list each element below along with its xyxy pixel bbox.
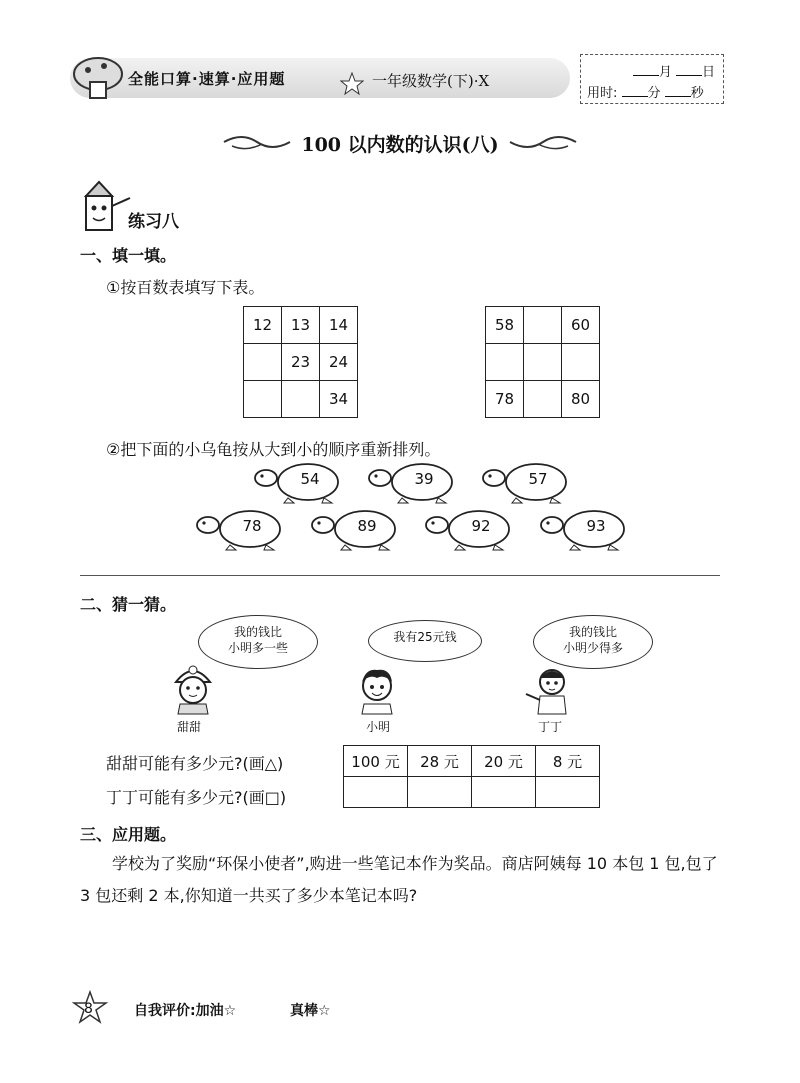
boy-dingding-icon bbox=[520, 660, 580, 716]
time-label: 用时: bbox=[587, 86, 618, 101]
title-flourish-right-icon bbox=[508, 130, 578, 154]
table-cell[interactable] bbox=[244, 344, 282, 381]
table-cell[interactable] bbox=[562, 344, 600, 381]
turtle bbox=[423, 505, 513, 551]
bubble-text: 我的钱比 小明少得多 bbox=[562, 625, 623, 655]
turtle-number: 93 bbox=[586, 517, 606, 535]
day-label: 日 bbox=[701, 65, 715, 80]
hundred-table-left bbox=[243, 306, 358, 418]
turtle bbox=[309, 505, 399, 551]
table-cell: 58 bbox=[486, 307, 524, 344]
boy-xiaoming-icon bbox=[352, 660, 402, 716]
month-label: 月 bbox=[658, 65, 672, 80]
turtle-number: 39 bbox=[414, 470, 434, 488]
section2-heading: 二、猜一猜。 bbox=[80, 595, 177, 614]
word-problem-text: 学校为了奖励“环保小使者”,购进一些笔记本作为奖品。商店阿姨每 10 本包 1 包,包了 3 包还剩 2 本,你知道一共买了多少本笔记本吗? bbox=[80, 854, 718, 905]
table-cell: 12 bbox=[244, 307, 282, 344]
mushroom-logo-icon bbox=[70, 52, 126, 102]
question1-text: ①按百数表填写下表。 bbox=[106, 278, 265, 297]
series-title: 全能口算·速算·应用题 bbox=[128, 70, 286, 88]
amount-cell: 28 元 bbox=[408, 746, 472, 777]
turtle bbox=[366, 458, 456, 504]
turtle bbox=[538, 505, 628, 551]
page-title: 100 以内数的认识(八) bbox=[301, 134, 499, 156]
divider bbox=[80, 575, 720, 576]
table-cell: 23 bbox=[282, 344, 320, 381]
table-cell[interactable] bbox=[282, 381, 320, 418]
table-cell[interactable] bbox=[244, 381, 282, 418]
grade-label: 一年级数学(下)·X bbox=[372, 72, 490, 90]
turtle bbox=[252, 458, 342, 504]
table-cell[interactable] bbox=[524, 344, 562, 381]
amount-cell: 100 元 bbox=[344, 746, 408, 777]
second-label: 秒 bbox=[690, 86, 704, 101]
amount-cell: 20 元 bbox=[472, 746, 536, 777]
turtle-number: 78 bbox=[242, 517, 262, 535]
table-cell: 34 bbox=[320, 381, 358, 418]
question-dingding: 丁丁可能有多少元?(画□) bbox=[106, 788, 287, 807]
page-number: 8 bbox=[84, 1001, 93, 1017]
speech-bubble-xiaoming bbox=[368, 620, 482, 662]
self-evaluation-label: 自我评价:加油☆ bbox=[134, 1003, 237, 1019]
table-cell: 80 bbox=[562, 381, 600, 418]
question2-text: ②把下面的小乌龟按从大到小的顺序重新排列。 bbox=[106, 440, 441, 459]
hundred-table-right bbox=[485, 306, 600, 418]
table-cell: 24 bbox=[320, 344, 358, 381]
answer-cell[interactable] bbox=[472, 777, 536, 808]
table-cell: 14 bbox=[320, 307, 358, 344]
star-icon bbox=[340, 72, 364, 96]
turtle bbox=[480, 458, 570, 504]
date-time-box bbox=[580, 54, 724, 104]
practice-label: 练习八 bbox=[128, 212, 179, 232]
turtle bbox=[194, 505, 284, 551]
name-label: 丁丁 bbox=[538, 720, 563, 734]
pencil-mascot-icon bbox=[72, 180, 134, 236]
question-tiantian: 甜甜可能有多少元?(画△) bbox=[106, 754, 284, 773]
turtle-number: 92 bbox=[471, 517, 491, 535]
bubble-text: 我的钱比 小明多一些 bbox=[227, 625, 288, 655]
turtle-number: 89 bbox=[357, 517, 377, 535]
great-label: 真棒☆ bbox=[290, 1003, 331, 1019]
table-cell[interactable] bbox=[524, 307, 562, 344]
money-options-table bbox=[343, 745, 600, 808]
table-cell[interactable] bbox=[486, 344, 524, 381]
minute-label: 分 bbox=[647, 86, 661, 101]
table-cell: 60 bbox=[562, 307, 600, 344]
section3-heading: 三、应用题。 bbox=[80, 825, 177, 844]
table-cell: 13 bbox=[282, 307, 320, 344]
girl-tiantian-icon bbox=[168, 660, 218, 716]
turtle-number: 54 bbox=[300, 470, 320, 488]
name-label: 小明 bbox=[366, 720, 391, 734]
table-cell[interactable] bbox=[524, 381, 562, 418]
answer-cell[interactable] bbox=[408, 777, 472, 808]
turtle-number: 57 bbox=[528, 470, 548, 488]
amount-cell: 8 元 bbox=[536, 746, 600, 777]
name-label: 甜甜 bbox=[177, 720, 202, 734]
answer-cell[interactable] bbox=[536, 777, 600, 808]
table-cell: 78 bbox=[486, 381, 524, 418]
bubble-text: 我有25元钱 bbox=[393, 630, 457, 644]
section1-heading: 一、填一填。 bbox=[80, 246, 177, 265]
answer-cell[interactable] bbox=[344, 777, 408, 808]
